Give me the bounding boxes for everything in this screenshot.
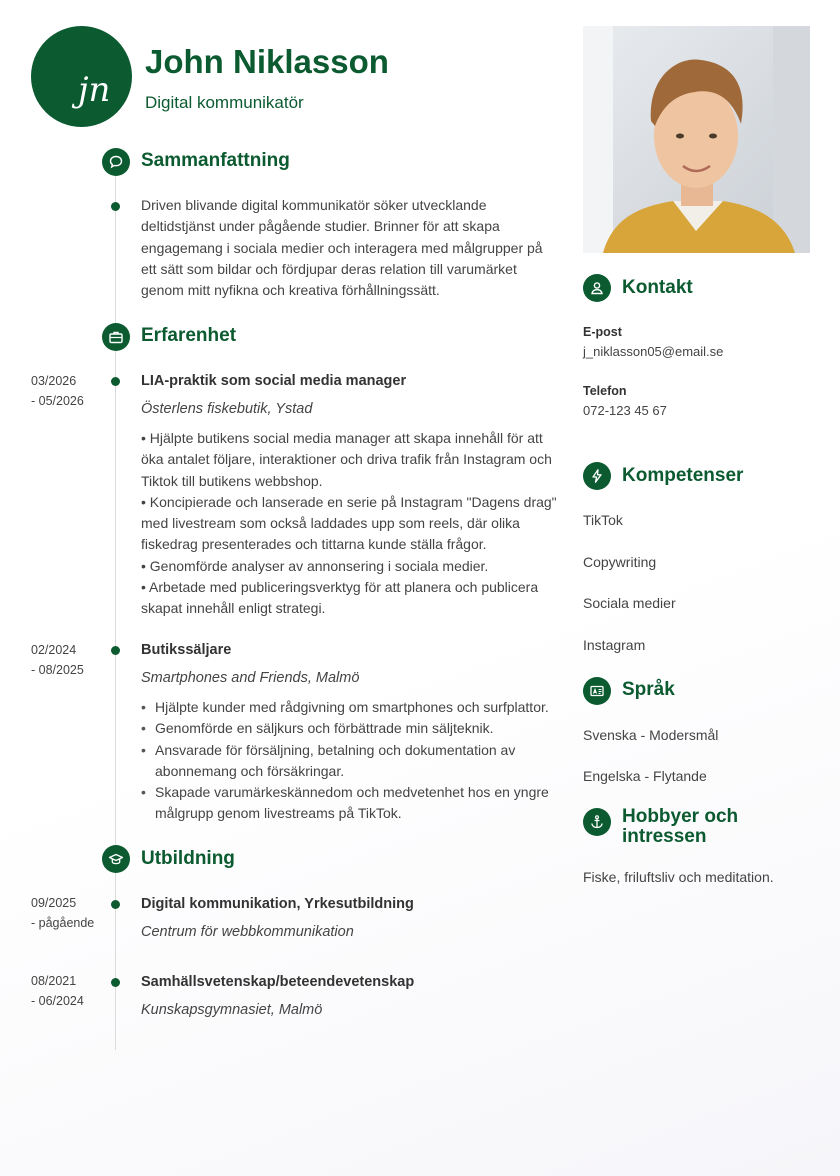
job-description-line: • Arbetade med publiceringsverktyg för att planera och publicera skapat innehåll enligt strategi.: [141, 579, 539, 617]
skill-item: Copywriting: [583, 554, 657, 570]
section-title-contact: Kontakt: [622, 277, 693, 298]
education-date-range: [31, 893, 94, 933]
job-title: Butikssäljare: [141, 642, 232, 658]
education-date-end: - 06/2024: [31, 994, 84, 1008]
timeline-line: [115, 160, 116, 1050]
email-value[interactable]: j_niklasson05@email.se: [583, 344, 724, 359]
phone-value[interactable]: 072-123 45 67: [583, 403, 667, 418]
timeline-dot: [111, 900, 120, 909]
list-item: • Genomförde en säljkurs och förbättrade min säljteknik.: [141, 718, 566, 739]
job-date-range: [31, 371, 84, 411]
job-employer: Smartphones and Friends, Malmö: [141, 670, 360, 686]
timeline-dot: [111, 646, 120, 655]
job-employer: Österlens fiskebutik, Ystad: [141, 401, 313, 417]
job-description-line: • Koncipierade och lanserade en serie på Instagram "Dagens drag" med livestream som också laddades upp som reels, där olika fiskedrag presenterades och tittarna kunde ställa frågor.: [141, 493, 557, 553]
section-title-skills: Kompetenser: [622, 465, 744, 486]
email-label: E-post: [583, 325, 622, 339]
skill-item: Sociala medier: [583, 595, 676, 611]
graduation-cap-icon: [102, 845, 130, 873]
section-title-summary: Sammanfattning: [141, 150, 290, 171]
job-date-start: 02/2024: [31, 643, 77, 657]
hobbies-title-line: Hobbyer och: [622, 806, 739, 827]
job-description-line: • Genomförde analyser av annonsering i sociala medier.: [141, 557, 489, 574]
education-school: Kunskapsgymnasiet, Malmö: [141, 1002, 323, 1018]
job-title: LIA-praktik som social media manager: [141, 373, 407, 389]
job-description-line: • Hjälpte butikens social media manager att skapa innehåll för att öka antalet följare, interaktioner och driva trafik från Instagram och Tiktok till butikens webbshop.: [141, 430, 552, 489]
phone-label: Telefon: [583, 384, 627, 398]
job-date-start: 03/2026: [31, 374, 77, 388]
timeline-dot: [111, 377, 120, 386]
section-title-languages: Språk: [622, 679, 675, 700]
profile-photo: [583, 26, 810, 253]
summary-text: Driven blivande digital kommunikatör söker utvecklande deltidstjänst under pågående studier. Brinner för att skapa engagemang i sociala medier och interagera med målgrupper på ett sätt som bildar och fördjupar deras relation till varumärket genom mitt nyfikna och kreativa förhållningssätt.: [141, 197, 543, 299]
anchor-icon: [583, 808, 611, 836]
job-bullet-list: [141, 697, 566, 825]
job-date-range: [31, 640, 84, 680]
language-card-icon: [583, 677, 611, 705]
logo-initials: jn: [78, 70, 111, 110]
education-degree: Digital kommunikation, Yrkesutbildning: [141, 896, 414, 912]
language-item: Engelska - Flytande: [583, 768, 707, 784]
job-date-end: - 08/2025: [31, 663, 84, 677]
chat-bubble-icon: [102, 148, 130, 176]
list-item: • Skapade varumärkeskännedom och medvetenhet hos en yngre målgrupp genom livestreams på TikTok.: [141, 782, 566, 825]
skill-item: TikTok: [583, 512, 623, 528]
hobbies-title-line: intressen: [622, 826, 707, 847]
lightning-icon: [583, 462, 611, 490]
hobbies-text: Fiske, friluftsliv och meditation.: [583, 869, 774, 885]
language-item: Svenska - Modersmål: [583, 727, 719, 743]
list-item: • Ansvarade för försäljning, betalning och dokumentation av abonnemang och försäkringar.: [141, 740, 566, 783]
person-icon: [583, 274, 611, 302]
candidate-name: John Niklasson: [145, 43, 389, 80]
section-title-hobbies: [622, 807, 738, 847]
education-date-start: 09/2025: [31, 896, 77, 910]
skill-item: Instagram: [583, 637, 646, 653]
briefcase-icon: [102, 323, 130, 351]
education-degree: Samhällsvetenskap/beteendevetenskap: [141, 974, 415, 990]
section-title-education: Utbildning: [141, 848, 235, 869]
section-title-experience: Erfarenhet: [141, 325, 237, 346]
job-description: [141, 428, 561, 620]
education-date-start: 08/2021: [31, 974, 77, 988]
education-school: Centrum för webbkommunikation: [141, 924, 354, 940]
job-date-end: - 05/2026: [31, 394, 84, 408]
logo-initials-circle: [31, 26, 132, 127]
timeline-dot: [111, 978, 120, 987]
education-date-range: [31, 971, 84, 1011]
candidate-role: Digital kommunikatör: [145, 93, 304, 112]
list-item: • Hjälpte kunder med rådgivning om smartphones och surfplattor.: [141, 697, 566, 718]
education-date-end: - pågående: [31, 916, 95, 930]
timeline-dot: [111, 202, 120, 211]
